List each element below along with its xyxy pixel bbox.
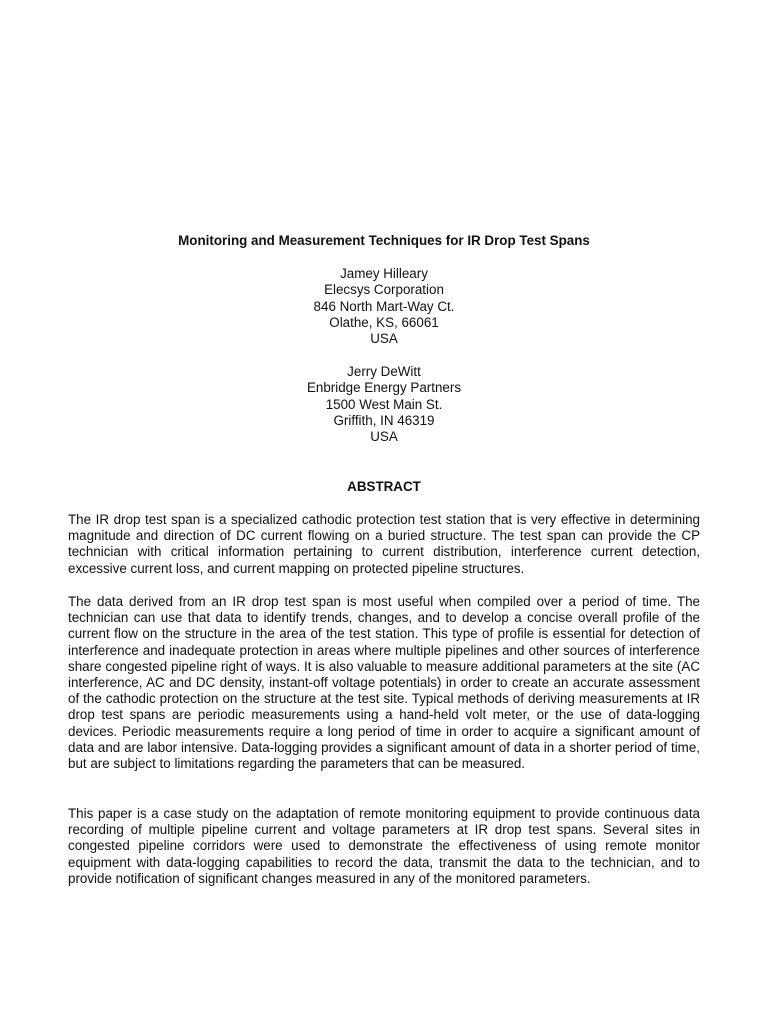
author-country: USA [370, 331, 398, 347]
author-organization: Elecsys Corporation [324, 282, 444, 298]
paper-title: Monitoring and Measurement Techniques for IR Drop Test Spans [178, 233, 590, 248]
abstract-paragraph-3: This paper is a case study on the adaptation of remote monitoring equipment to provide continuous data recording of multiple pipeline current and voltage parameters at IR drop test spans. Several sites in congested pipeline corridors were used to demonstrate the effectiveness of using remote monitor equipment with data-logging capabilities to record the data, transmit the data to the technician, and to provide notification of significant changes measured in any of the monitored parameters. [68, 806, 700, 886]
author-street: 1500 West Main St. [325, 396, 443, 412]
abstract-paragraph-2: The data derived from an IR drop test span is most useful when compiled over a period of time. The technician can use that data to identify trends, changes, and to develop a concise overall profile of the current flow on the structure in the area of the test station. This type of profile is essential for detection of interference and inadequate protection in areas where multiple pipelines and other sources of interference share congested pipeline right of ways. It is also valuable to measure additional parameters at the site (AC interference, AC and DC density, instant-off voltage potentials) in order to create an accurate assessment of the cathodic protection on the structure at the test site. Typical methods of deriving measurements at IR drop test spans are periodic measurements using a hand-held volt meter, or the use of data-logging devices. Periodic measurements require a long period of time in order to acquire a significant amount of data and are labor intensive. Data-logging provides a significant amount of data in a shorter period of time, but are subject to limitations regarding the parameters that can be measured. [68, 594, 700, 772]
author-organization: Enbridge Energy Partners [306, 380, 462, 396]
author-name: Jamey Hilleary [340, 266, 428, 281]
abstract-paragraph-1: The IR drop test span is a specialized cathodic protection test station that is very effective in determining magnitude and direction of DC current flowing on a buried structure. The test span can provide the CP technician with critical information pertaining to current distribution, interference current detection, excessive current loss, and current mapping on protected pipeline structures. [68, 512, 700, 576]
author-country: USA [370, 429, 398, 445]
author-city: Olathe, KS, 66061 [329, 314, 439, 330]
author-block-2 [0, 364, 768, 445]
abstract-heading: ABSTRACT [347, 479, 421, 494]
author-block-1 [0, 266, 768, 347]
author-name: Jerry DeWitt [347, 364, 421, 379]
author-city: Griffith, IN 46319 [333, 412, 435, 428]
author-street: 846 North Mart-Way Ct. [313, 298, 455, 314]
